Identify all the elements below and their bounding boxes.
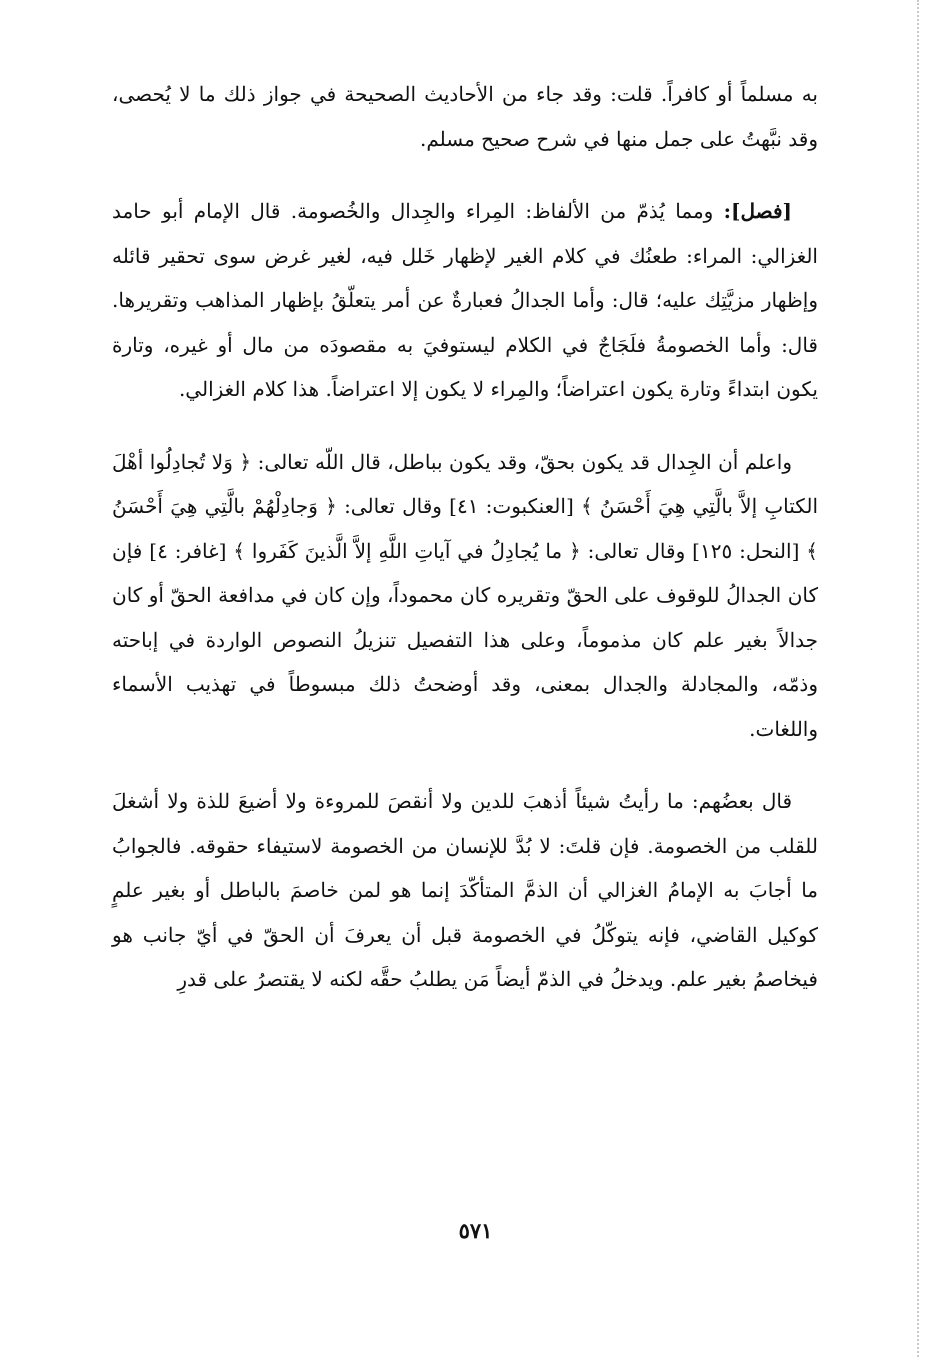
paragraph-1 [112, 72, 818, 161]
paragraph-text: واعلم أن الجِدال قد يكون بحقّ، وقد يكون بباطل، قال اللّه تعالى: ﴿ وَلا تُجادِلُوا أهْلَ الكتابِ إلاَّ بالَّتِي هِيَ أَحْسَنُ ﴾ [العنكبوت: ٤١] وقال تعالى: ﴿ وَجادِلْهُمْ بالَّتِي هِيَ أَحْسَنُ ﴾ [النحل: ١٢٥] وقال تعالى: ﴿ ما يُجادِلُ في آياتِ اللَّهِ إلاَّ الَّذينَ كَفَروا ﴾ [غافر: ٤] فإن كان الجدالُ للوقوف على الحقّ وتقريره كان محموداً، وإن كان في مدافعة الحقّ أو كان جدالاً بغير علم كان مذموماً، وعلى هذا التفصيل تنزيلُ النصوص الواردة في إباحته وذمّه، والمجادلة والجدال بمعنى، وقد أوضحتُ ذلك مبسوطاً في تهذيب الأسماء واللغات. [112, 449, 819, 741]
paragraph-4 [112, 779, 818, 1002]
paragraph-text: قال بعضُهم: ما رأيتُ شيئاً أذهبَ للدين ولا أنقصَ للمروءة ولا أضيعَ للذة ولا أشغلَ للقلب من الخصومة. فإن قلتَ: لا بُدَّ للإنسان من الخصومة لاستيفاء حقوقه. فالجوابُ ما أجابَ به الإمامُ الغزالي أن الذمَّ المتأكّدَ إنما هو لمن خاصمَ بالباطل أو بغير علمٍ كوكيل القاضي، فإنه يتوكّلُ في الخصومة قبل أن يعرفَ أن الحقّ في أيّ جانب هو فيخاصمُ بغير علم. ويدخلُ في الذمّ أيضاً مَن يطلبُ حقَّه لكنه لا يقتصرُ على قدرِ [112, 789, 819, 991]
page-body [112, 72, 818, 1002]
section-heading: [فصل]: [723, 199, 792, 223]
page-number: ٥٧١ [458, 1218, 493, 1243]
paragraph-3 [112, 440, 818, 752]
paragraph-text: ومما يُذمّ من الألفاظ: المِراء والجِدال والخُصومة. قال الإمام أبو حامد الغزالي: المراء: طعنُك في كلام الغير لإظهار خَلل فيه، لغير غرض سوى تحقير قائله وإظهار مزيَّتِك عليه؛ قال: وأما الجدالُ فعبارةٌ عن أمر يتعلّقُ بإظهار المذاهب وتقريرها. قال: وأما الخصومةُ فلَجَاجٌ في الكلام ليستوفيَ به مقصودَه من مال أو غيره، وتارة يكون ابتداءً وتارة يكون اعتراضاً؛ والمِراء لا يكون إلا اعتراضاً. هذا كلام الغزالي. [112, 199, 818, 401]
page-edge [917, 0, 919, 1357]
paragraph-text: به مسلماً أو كافراً. قلت: وقد جاء من الأحاديث الصحيحة في جواز ذلك ما لا يُحصى، وقد نبَّهتُ على جمل منها في شرح صحيح مسلم. [112, 82, 818, 151]
paragraph-2 [112, 189, 818, 412]
